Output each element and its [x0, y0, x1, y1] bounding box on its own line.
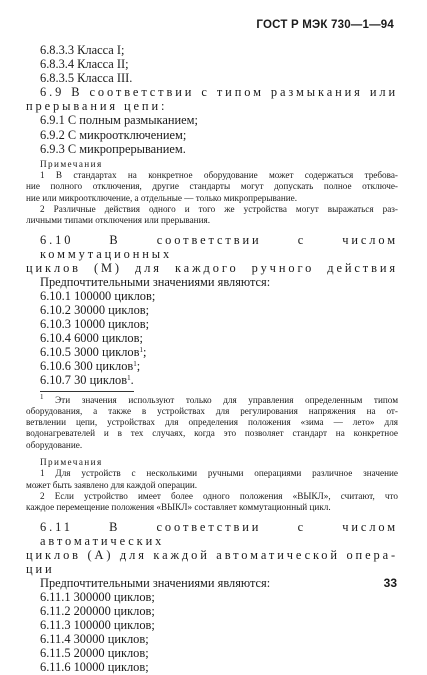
- list-item: 6.11.3 100000 циклов;: [40, 618, 155, 633]
- footnote-mark: 1: [40, 392, 44, 401]
- notes-title: Примечания: [40, 158, 103, 169]
- list-item: 6.11.6 10000 циклов;: [40, 660, 149, 675]
- preferred-values-label: Предпочтительными значениями являются:: [40, 274, 271, 289]
- standard-header: ГОСТ Р МЭК 730—1—94: [256, 19, 394, 31]
- section-6-11-heading-end: ции: [26, 561, 55, 576]
- note-line: может быть заявлено для каждой операции.: [26, 479, 198, 490]
- note-line: 2 Если устройство имеет более одного положения «ВЫКЛ», считают, что: [40, 490, 398, 501]
- footnote-line: оборудование.: [26, 439, 83, 450]
- section-6-10-heading-cont: циклов (М) для каждого ручного действия: [26, 260, 398, 275]
- list-item: 6.10.5 3000 циклов$^1$;: [40, 345, 147, 360]
- note-line: каждое перемещение положения «ВЫКЛ» составляет коммутационный цикл.: [26, 502, 331, 513]
- section-6-11-heading: 6.11 В соответствии с числом автоматических: [40, 519, 398, 548]
- list-item: 6.8.3.3 Класса I;: [40, 43, 125, 57]
- list-item: 6.8.3.5 Класса III.: [40, 71, 133, 86]
- list-item: 6.10.2 30000 циклов;: [40, 303, 150, 317]
- list-item: 6.11.1 300000 циклов;: [40, 590, 155, 604]
- list-item: 6.9.2 С микроотключением;: [40, 127, 187, 142]
- page-number: 33: [383, 576, 397, 590]
- list-item: 6.10.7 30 циклов$^1$.: [40, 373, 134, 388]
- note-line: 1 Для устройств с несколькими ручными операциями различное значение: [40, 468, 398, 479]
- list-item: 6.10.1 100000 циклов;: [40, 288, 156, 303]
- footnote-ref: 1: [139, 346, 143, 355]
- note-line: ние или микроотключение, а отдельные — только микропрерывание.: [26, 192, 298, 203]
- notes-title: Примечания: [40, 457, 103, 468]
- list-item: 6.9.1 С полным размыканием;: [40, 113, 198, 128]
- section-6-10-heading: 6.10 В соответствии с числом коммутационных: [40, 232, 398, 261]
- footnote-line: $^1$ Эти значения используют только для управления определенным типом: [40, 392, 399, 405]
- section-6-11-heading-cont: циклов (А) для каждой автоматической опера-: [26, 547, 398, 562]
- list-item: 6.11.5 20000 циклов;: [40, 646, 149, 661]
- note-line: ние полного отключения, другие стандарты могут допускать полное отключе-: [26, 181, 398, 192]
- footnote-ref: 1: [127, 374, 131, 383]
- section-6-9-heading-cont: прерывания цепи:: [26, 99, 168, 114]
- list-item: 6.11.2 200000 циклов;: [40, 604, 155, 619]
- note-line: 2 Различные действия одного и того же устройства могут выражаться раз-: [40, 203, 398, 214]
- footnote-line: оборудования, а также в устройствах для регулирования напряжения на от-: [26, 405, 398, 416]
- note-line: 1 В стандартах на конкретное оборудование может содержаться требова-: [40, 170, 398, 181]
- section-6-9-heading: 6.9 В соответствии с типом размыкания или: [40, 85, 398, 100]
- list-item: 6.10.3 10000 циклов;: [40, 317, 150, 332]
- footnote-rule: [40, 391, 134, 392]
- list-item: 6.11.4 30000 циклов;: [40, 632, 149, 647]
- page-body: [26, 43, 398, 675]
- preferred-values-label: Предпочтительными значениями являются:: [40, 575, 271, 590]
- list-item: 6.10.6 300 циклов$^1$;: [40, 359, 141, 374]
- list-item: 6.9.3 С микропрерыванием.: [40, 141, 186, 156]
- list-item: 6.8.3.4 Класса II;: [40, 57, 129, 72]
- list-item: 6.10.4 6000 циклов;: [40, 331, 143, 346]
- footnote-line: водонагревателей и в тех случаях, когда это позволяет стандарт на конкретное: [26, 428, 398, 439]
- footnote-ref: 1: [133, 360, 137, 369]
- footnote-line: ветвлении цепи, устройствах для определения положения «зима — лето» для: [26, 417, 398, 428]
- note-line: личными типами отключения или прерывания.: [26, 215, 211, 226]
